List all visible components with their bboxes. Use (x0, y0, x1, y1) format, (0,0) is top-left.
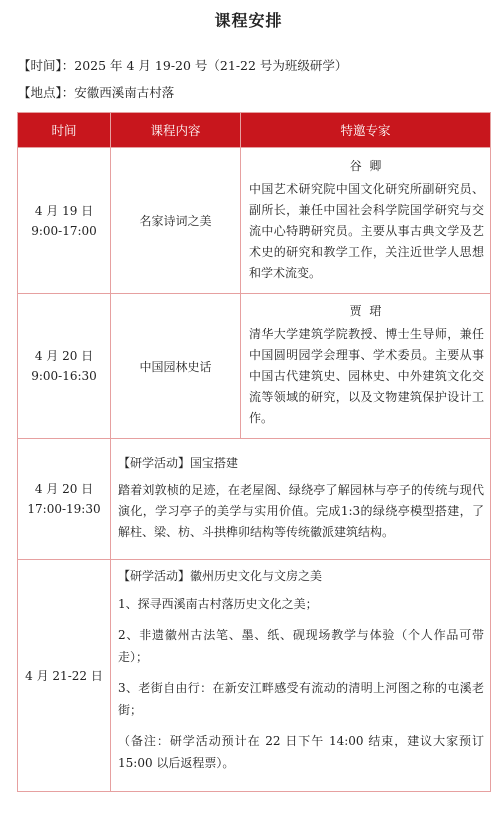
page-title: 课程安排 (214, 11, 283, 30)
expert-bio: 清华大学建筑学院教授、博士生导师，兼任中国圆明园学会理事、学术委员。主要从事中国古代建筑史、园林史、中外建筑文化交流等领域的研究，以及文物建筑保护设计工作。 (249, 327, 484, 425)
date-text: 4 月 19 日 (34, 203, 94, 218)
hours-text: 17:00-19:30 (27, 502, 101, 516)
header-topic: 课程内容 (111, 113, 241, 148)
header-time: 时间 (18, 113, 111, 148)
expert-name: 贾 珺 (349, 304, 384, 318)
expert-cell (241, 294, 491, 439)
expert-cell (241, 148, 491, 294)
date-text: 4 月 21-22 日 (25, 668, 103, 683)
table-row (18, 148, 491, 294)
activity-item: 1、探寻西溪南古村落历史文化之美； (118, 597, 318, 611)
activity-item: 2、非遗徽州古法笔、墨、纸、砚现场教学与体验（个人作品可带走）； (118, 628, 484, 664)
time-cell (18, 148, 111, 294)
activity-heading: 【研学活动】国宝搭建 (118, 456, 239, 470)
date-text: 4 月 20 日 (34, 482, 94, 496)
header-expert: 特邀专家 (241, 113, 491, 148)
table-row (18, 294, 491, 439)
time-cell (18, 560, 111, 792)
schedule-table (17, 112, 491, 792)
expert-name: 谷 卿 (349, 158, 384, 173)
topic-cell: 名家诗词之美 (111, 148, 241, 294)
time-cell (18, 439, 111, 560)
activity-item: 3、老街自由行：在新安江畔感受有流动的清明上河图之称的屯溪老街； (118, 681, 484, 717)
activity-cell (111, 560, 491, 792)
expert-bio: 中国艺术研究院中国文化研究所副研究员、副所长，兼任中国社会科学院国学研究与交流中心特聘研究员。主要从事古典文学及艺术史的研究和教学工作，关注近世学人思想和学术流变。 (249, 181, 484, 280)
event-location: 【地点】：安徽西溪南古村落 (18, 85, 175, 100)
table-header-row (18, 113, 491, 148)
activity-note: （备注：研学活动预计在 22 日下午 14:00 结束，建议大家预订 15:00 以后返程票）。 (118, 734, 484, 770)
event-time: 【时间】：2025 年 4 月 19-20 号（21-22 号为班级研学） (18, 58, 348, 73)
table-row (18, 439, 491, 560)
topic-cell: 中国园林史话 (111, 294, 241, 439)
hours-text: 9:00-16:30 (31, 369, 97, 383)
activity-description: 踏着刘敦桢的足迹，在老屋阁、绿绕亭了解园林与亭子的传统与现代演化，学习亭子的美学与实用价值。完成1:3的绿绕亭模型搭建，了解柱、梁、枋、斗拱榫卯结构等传统徽派建筑结构。 (118, 483, 484, 539)
hours-text: 9:00-17:00 (31, 223, 97, 238)
activity-cell (111, 439, 491, 560)
table-row (18, 560, 491, 792)
date-text: 4 月 20 日 (34, 349, 94, 363)
activity-heading: 【研学活动】徽州历史文化与文房之美 (118, 569, 323, 583)
time-cell (18, 294, 111, 439)
